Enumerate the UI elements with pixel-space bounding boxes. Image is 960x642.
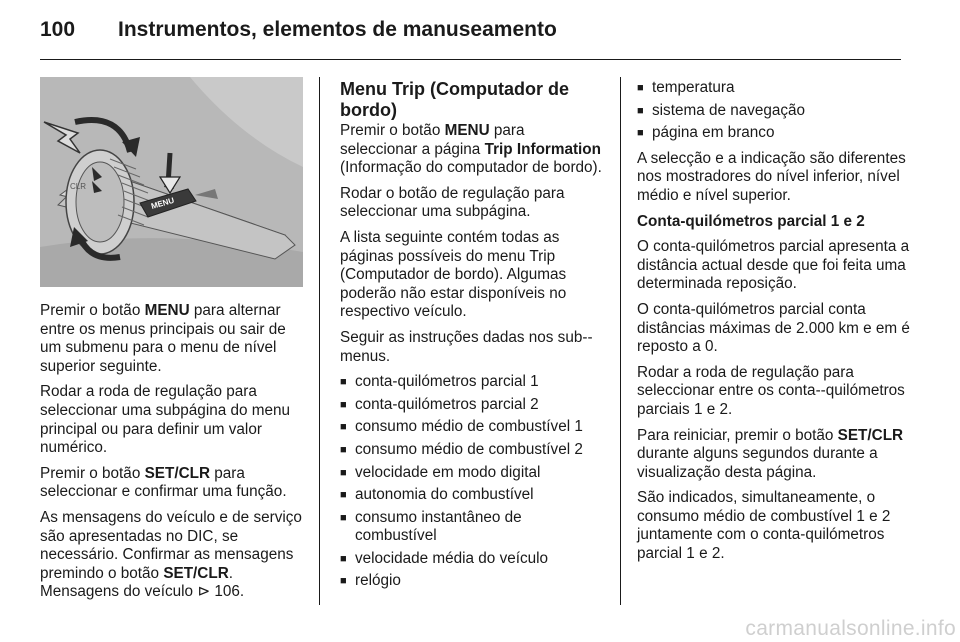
trip-information-term: Trip Information [484,140,602,158]
text: Premir o botão [40,464,145,482]
text: Para reiniciar, premir o botão [637,426,838,444]
paragraph-menu-button [40,302,308,376]
list-item: ■ consumo instantâneo de combustível [340,509,606,546]
page-reference: 106. [210,583,245,601]
paragraph-max-distance: O conta-quilómetros parcial conta distâncias máximas de 2.000 km e em é reposto a 0. [637,300,910,356]
list-item: ■ consumo médio de combustível 1 [340,418,606,437]
paragraph-vehicle-messages [40,509,308,602]
text: Premir o botão [40,302,145,319]
paragraph-reset [637,427,927,483]
column-divider-1 [319,77,320,605]
list-item: ■ sistema de navegação [637,102,927,121]
text: para seleccionar e confirmar uma função. [40,464,287,501]
text: para alternar entre os menus principais ou sair de um submenu para o menu de nível superior seguinte. [40,302,286,375]
list-item: ■ consumo médio de combustível 2 [340,441,606,460]
list-item: ■ conta-quilómetros parcial 2 [340,396,606,415]
arrow-ref-icon: ⊳ [197,583,211,601]
column-middle [340,79,606,598]
trip-pages-list [340,373,606,591]
section-heading: Menu Trip (Computador de bordo) [340,79,569,120]
list-item: ■ temperatura [637,79,927,98]
list-item: ■ relógio [340,572,606,591]
page-number: 100 [40,18,76,41]
paragraph-set-clr [40,465,308,502]
steering-stalk-illustration [40,77,303,287]
paragraph-submenu-instructions: Seguir as instruções dadas nos sub--menus. [340,328,593,365]
column-divider-2 [620,77,621,605]
list-item: ■ conta-quilómetros parcial 1 [340,373,606,392]
clr-label: CLR [70,182,87,191]
paragraph-select-odometer: Rodar a roda de regulação para seleccionar entre os conta--quilómetros parciais 1 e 2. [637,363,905,418]
paragraph-adjust-wheel: Rodar a roda de regulação para seleccionar uma subpágina do menu principal ou para definir um valor numérico. [40,383,291,457]
text: Mensagens do veículo [40,583,198,601]
text: para seleccionar a página [340,122,525,158]
page-title: Instrumentos, elementos de manuseamento [118,18,557,41]
paragraph-trip-menu [340,122,606,178]
column-right [637,79,927,571]
subheading-trip-odometer: Conta-quilómetros parcial 1 e 2 [637,212,865,230]
text: As mensagens do veículo e de serviço são apresentadas no DIC, se necessário. Confirmar as mensagens premindo o botão [40,508,302,582]
paragraph-display-levels: A selecção e a indicação são diferentes nos mostradores do nível inferior, nível médio e nível superior. [637,149,906,204]
menu-term: MENU [144,302,190,319]
text: (Informação do computador de bordo). [340,159,602,177]
paragraph-subpage: Rodar o botão de regulação para seleccionar uma subpágina. [340,184,565,221]
set-clr-term: SET/CLR [144,464,211,482]
list-item: ■ autonomia do combustível [340,486,606,505]
set-clr-term: SET/CLR [837,426,904,444]
column-left [40,302,308,609]
set-clr-term: SET/CLR [163,564,229,582]
list-item: ■ velocidade média do veículo [340,550,606,569]
trip-pages-list-continued [637,79,927,143]
menu-button-label: MENU [150,195,176,211]
menu-term: MENU [444,122,490,139]
watermark: carmanualsonline.info [745,617,956,640]
list-item: ■ velocidade em modo digital [340,464,606,483]
paragraph-list-intro: A lista seguinte contém todas as páginas possíveis do menu Trip (Computador de bordo). Algumas poderão não estar disponíveis no respectivo veículo. [340,228,567,321]
text: . [228,564,233,582]
list-item: ■ página em branco [637,124,927,143]
page-header [40,18,557,42]
paragraph-average-consumption: São indicados, simultaneamente, o consumo médio de combustível 1 e 2 juntamente com o conta-quilómetros parcial 1 e 2. [637,489,891,563]
header-rule [40,59,901,60]
text: durante alguns segundos durante a visualização desta página. [637,445,878,481]
text: Premir o botão [340,122,445,139]
paragraph-trip-odometer: O conta-quilómetros parcial apresenta a distância actual desde que foi feita uma determinada reposição. [637,238,910,293]
